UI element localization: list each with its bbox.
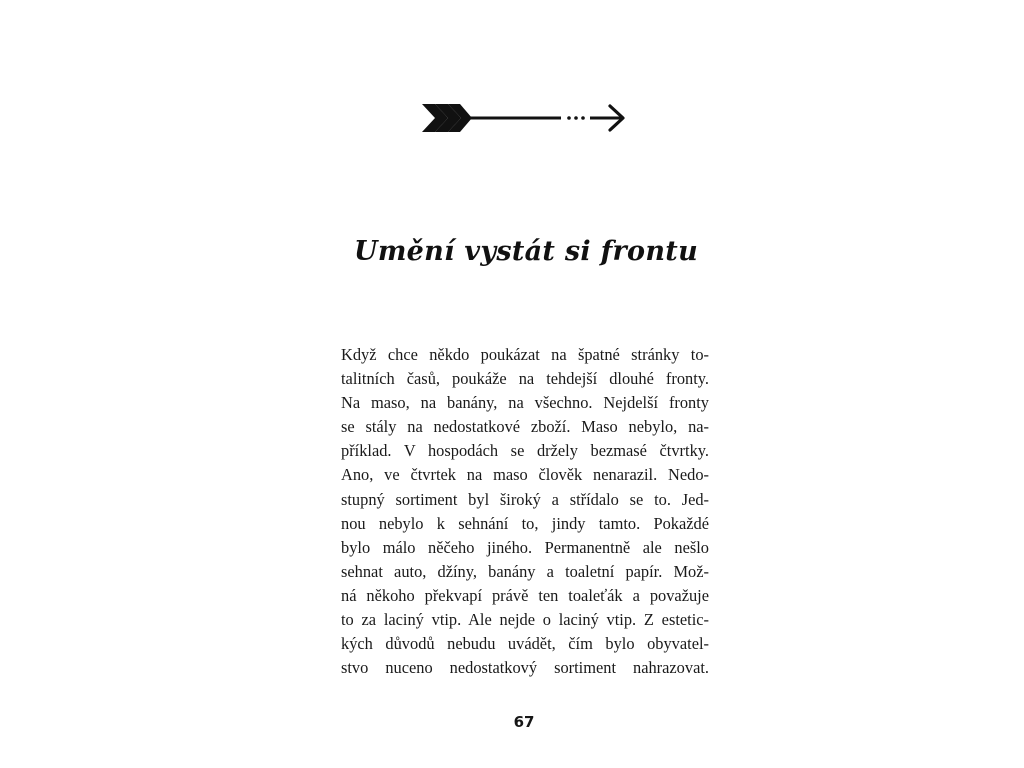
text-line: bylo málo něčeho jiného. Permanentně ale nešlo	[341, 537, 709, 557]
text-line: ná někoho překvapí právě ten toaleťák a považuje	[341, 585, 709, 605]
chapter-title: Umění vystát si frontu	[353, 236, 699, 267]
text-line: talitních časů, poukáže na tehdejší dlouhé fronty.	[341, 369, 709, 389]
body-paragraph	[341, 343, 709, 680]
text-line: kých důvodů nebudu uvádět, čím bylo obyvatel-	[341, 634, 709, 654]
text-line: stvo nuceno nedostatkový sortiment nahrazovat.	[341, 658, 709, 678]
page-number: 67	[513, 713, 535, 731]
arrow-icon	[418, 96, 630, 140]
text-line: sehnat auto, džíny, banány a toaletní papír. Mož-	[341, 561, 709, 581]
text-line: Na maso, na banány, na všechno. Nejdelší fronty	[341, 393, 709, 413]
text-line: Ano, ve čtvrtek na maso člověk nenarazil. Nedo-	[341, 465, 709, 485]
text-line: nou nebylo k sehnání to, jindy tamto. Pokaždé	[341, 513, 709, 533]
text-line: příklad. V hospodách se držely bezmasé čtvrtky.	[341, 441, 709, 461]
text-line: Když chce někdo poukázat na špatné stránky to-	[341, 345, 709, 364]
text-line: to za laciný vtip. Ale nejde o laciný vtip. Z estetic-	[341, 610, 709, 630]
text-line: stupný sortiment byl široký a střídalo se to. Jed-	[341, 489, 709, 509]
text-line: se stály na nedostatkové zboží. Maso nebylo, na-	[341, 417, 709, 437]
